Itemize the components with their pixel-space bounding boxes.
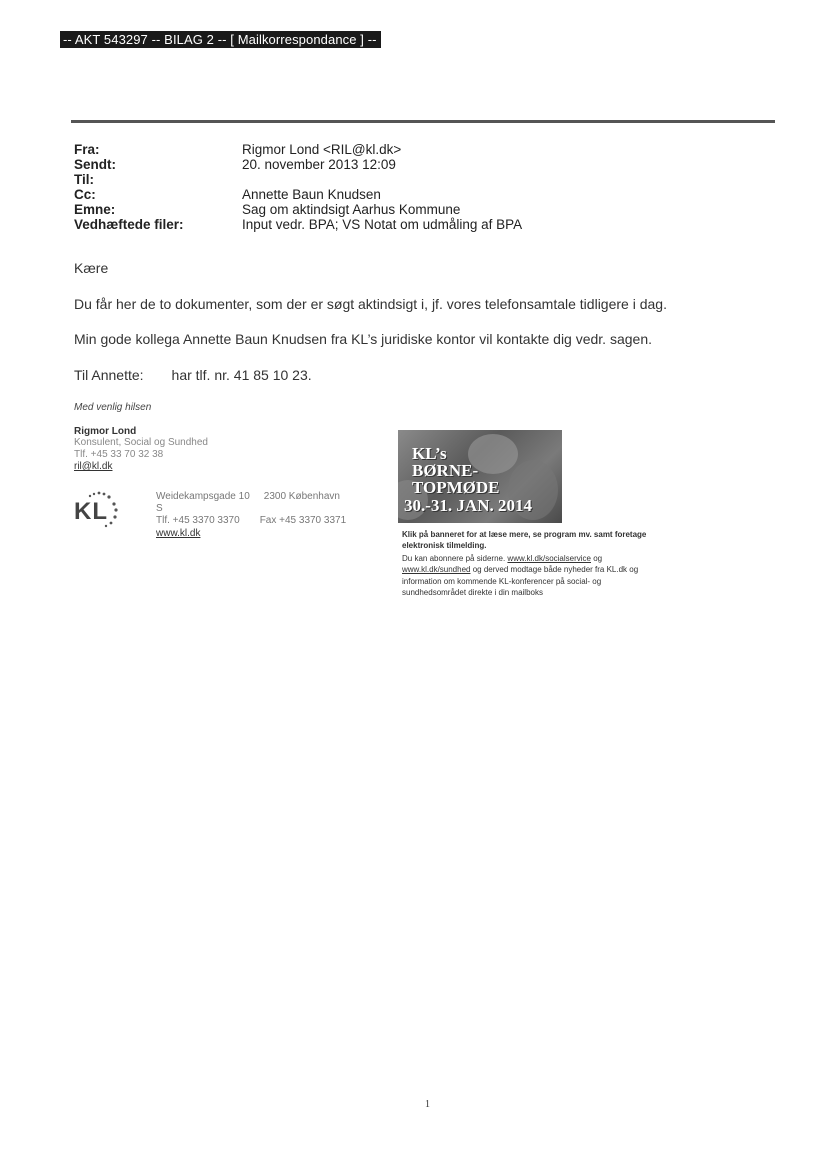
- header-divider: [71, 120, 775, 123]
- cc-label: Cc:: [74, 187, 96, 202]
- address-tel: Tlf. +45 3370 3370: [156, 515, 240, 526]
- promo-line-5: information om kommende KL-konferencer på social- og: [402, 577, 602, 586]
- website-link[interactable]: www.kl.dk: [156, 528, 201, 539]
- kl-logo-text: KL: [74, 498, 108, 525]
- from-label: Fra:: [74, 142, 100, 157]
- promo-news-text: og derved modtage både nyheder fra KL.dk og: [472, 565, 639, 574]
- address-fax: Fax +45 3370 3371: [259, 515, 347, 526]
- address-street: Weidekampsgade 10: [156, 491, 250, 502]
- borne-topmode-banner[interactable]: [398, 430, 562, 523]
- header-row-cc: [74, 187, 522, 202]
- socialservice-link[interactable]: www.kl.dk/socialservice: [507, 554, 591, 563]
- body-paragraph-1: Du får her de to dokumenter, som der er søgt aktindsigt i, jf. vores telefonsamtale tidligere i dag.: [74, 296, 667, 312]
- to-annette-label: Til Annette:: [74, 367, 144, 383]
- attachments-value: Input vedr. BPA; VS Notat om udmåling af BPA: [242, 217, 523, 232]
- banner-line-1: KL’s: [412, 444, 447, 463]
- header-row-attachments: [74, 217, 522, 232]
- promo-line-6: sundhedsområdet direkte i din mailboks: [402, 588, 543, 597]
- sundhed-link[interactable]: www.kl.dk/sundhed: [402, 565, 471, 574]
- signature-closing: Med venlig hilsen: [74, 402, 152, 413]
- promo-line-2: elektronisk tilmelding.: [402, 541, 487, 550]
- header-row-from: [74, 142, 522, 157]
- header-row-subject: [74, 202, 522, 217]
- signature-title: Konsulent, Social og Sundhed: [74, 437, 208, 448]
- banner-line-3: TOPMØDE: [412, 478, 500, 497]
- greeting: Kære: [74, 260, 109, 276]
- promo-line-1: Klik på banneret for at læse mere, se program mv. samt foretage: [402, 530, 647, 539]
- sent-value: 20. november 2013 12:09: [242, 157, 396, 172]
- promo-line-4: [402, 564, 638, 575]
- body-paragraph-3: [74, 367, 312, 383]
- attachments-label: Vedhæftede filer:: [74, 217, 184, 232]
- cc-value: Annette Baun Knudsen: [242, 187, 381, 202]
- address-city: 2300 København: [263, 491, 340, 502]
- from-value: Rigmor Lond <RIL@kl.dk>: [242, 142, 402, 157]
- address-line-3: [156, 515, 346, 526]
- signature-email-link[interactable]: ril@kl.dk: [74, 461, 113, 472]
- header-row-sent: [74, 157, 522, 172]
- header-row-to: [74, 172, 522, 187]
- promo-subscribe-text: Du kan abonnere på siderne.: [402, 554, 506, 563]
- subject-value: Sag om aktindsigt Aarhus Kommune: [242, 202, 461, 217]
- archive-stamp: -- AKT 543297 -- BILAG 2 -- [ Mailkorrespondance ] --: [60, 31, 381, 48]
- banner-line-2: BØRNE-: [412, 461, 479, 480]
- email-header: [74, 142, 522, 232]
- kl-logo: [74, 490, 134, 530]
- to-annette-phone: har tlf. nr. 41 85 10 23.: [171, 367, 312, 383]
- address-line-2: S: [156, 503, 163, 514]
- subject-label: Emne:: [74, 202, 116, 217]
- signature-name: Rigmor Lond: [74, 426, 137, 437]
- promo-og-text: og: [593, 554, 603, 563]
- to-label: Til:: [74, 172, 94, 187]
- body-paragraph-2: Min gode kollega Annette Baun Knudsen fra KL’s juridiske kontor vil kontakte dig vedr. sagen.: [74, 331, 652, 347]
- signature-phone: Tlf. +45 33 70 32 38: [74, 449, 164, 460]
- page-number: 1: [425, 1099, 430, 1110]
- sent-label: Sendt:: [74, 157, 116, 172]
- banner-line-4: 30.-31. JAN. 2014: [404, 496, 532, 515]
- address-line-1: [156, 491, 340, 502]
- promo-line-3: [402, 553, 602, 564]
